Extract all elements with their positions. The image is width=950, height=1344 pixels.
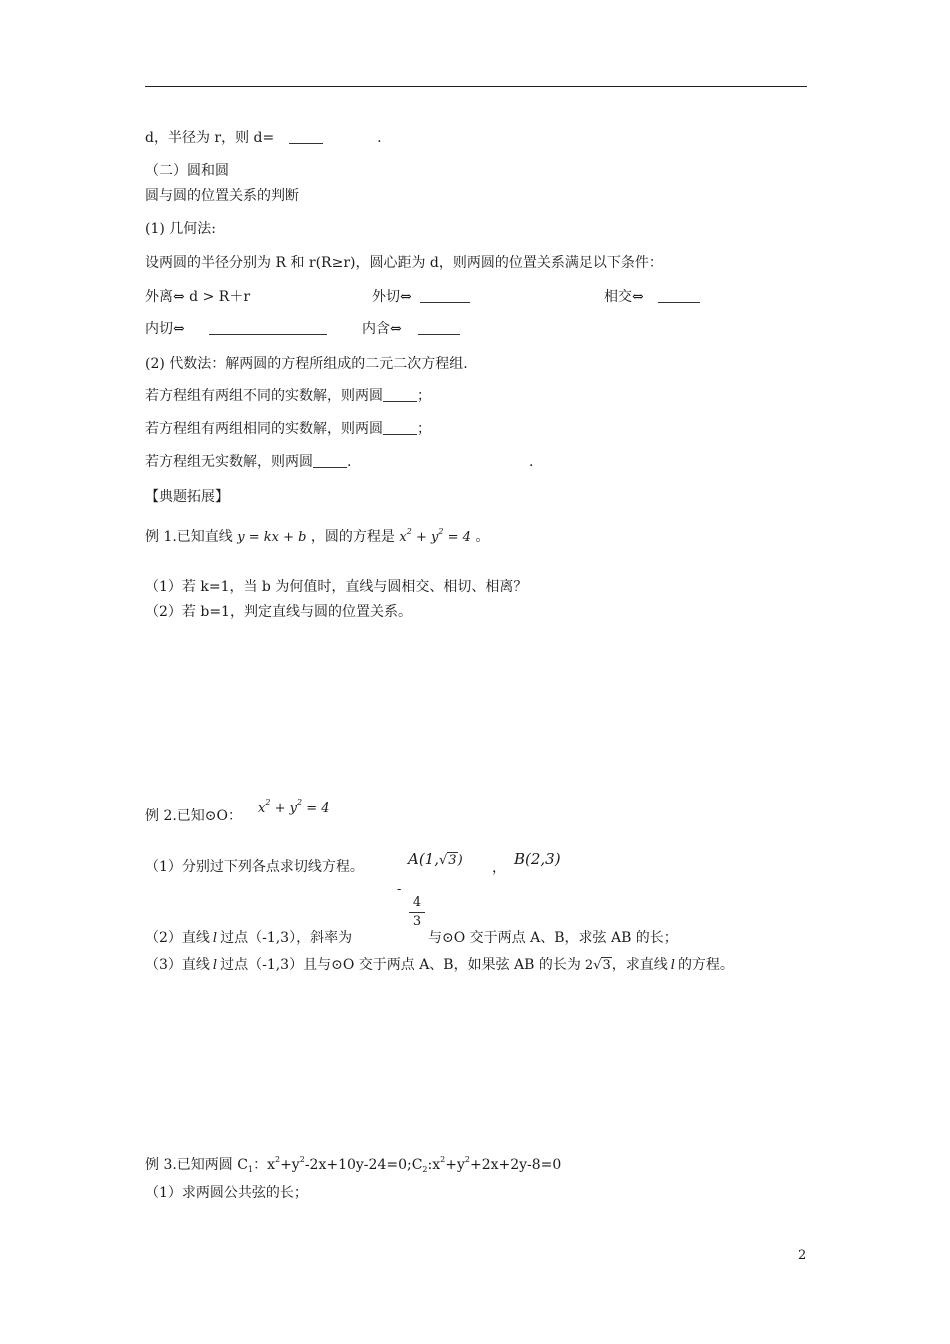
line-l-symbol: l	[212, 958, 218, 973]
case-two-same: 若方程组有两组相同的实数解，则两圆 ；	[145, 421, 431, 437]
example-1-statement: 例 1.已知直线 y = kx + b ，圆的方程是 $x^2 + y^2 = 4$ 。	[145, 527, 490, 545]
answer-blank[interactable]	[420, 288, 470, 303]
header-rule	[145, 86, 807, 87]
slope-fraction: $\frac{4}{3}$	[409, 894, 425, 931]
example-2-question-2-end: 与⊙O 交于两点 A、B，求弦 AB 的长；	[428, 930, 678, 946]
condition-xiangjiao: 相交⇔	[604, 287, 700, 307]
answer-blank[interactable]	[658, 288, 700, 303]
example-3-question-1: （1）求两圆公共弦的长；	[145, 1185, 308, 1201]
setup-text: 设两圆的半径分别为 R 和 r(R≥r)，圆心距为 d，则两圆的位置关系满足以下条件：	[145, 255, 663, 271]
answer-blank[interactable]	[289, 129, 323, 144]
example-1-question-2: （2）若 b=1，判定直线与圆的位置关系。	[145, 604, 412, 620]
example-2-question-2: （2）直线 l 过点（-1,3），斜率为	[145, 930, 353, 946]
line-l-symbol: l	[670, 958, 675, 973]
method-geometric: (1) 几何法:	[145, 221, 216, 237]
extension-heading: 【典题拓展】	[145, 489, 229, 505]
page-number: 2	[798, 1248, 807, 1263]
answer-blank[interactable]	[418, 320, 460, 335]
example-3-statement: 例 3.已知两圆 $C_1$：$x^2+y^2-2x+10y-24=0;C_2:x^2+y^2+2x+2y-8=0$	[145, 1155, 562, 1174]
example-2-statement: 例 2.已知⊙O：	[145, 808, 243, 824]
answer-blank[interactable]	[383, 387, 417, 402]
point-b: B(2,3)	[514, 850, 561, 868]
condition-waili: 外离⇔ d > R＋r	[145, 289, 251, 305]
circle-equation: $x^2 + y^2 = 4$	[399, 527, 471, 545]
section-heading: （二）圆和圆	[145, 163, 229, 179]
example-1-question-1: （1）若 k=1，当 b 为何值时，直线与圆相交、相切、相离？	[145, 579, 528, 595]
condition-neiqie: 内切⇔	[145, 319, 327, 339]
condition-waiqie: 外切⇔	[372, 287, 470, 307]
stray-dot: .	[529, 454, 534, 470]
example-2-question-3: （3）直线 l 过点（-1,3）且与⊙O 交于两点 A、B，如果弦 AB 的长为 2√3，求直线 l 的方程。	[145, 957, 734, 973]
chord-length: 2√3	[584, 958, 611, 973]
point-a: A(1,√3)	[408, 850, 463, 868]
case-two-distinct: 若方程组有两组不同的实数解，则两圆 ；	[145, 388, 431, 404]
text-line-d: d，半径为 r，则 d= .	[145, 130, 382, 146]
comma: ，	[492, 860, 506, 876]
example-2-question-1: （1）分别过下列各点求切线方程。	[145, 859, 364, 875]
line-equation: y = kx + b	[237, 530, 307, 545]
answer-blank[interactable]	[209, 320, 327, 335]
method-algebraic: (2) 代数法：解两圆的方程所组成的二元二次方程组.	[145, 356, 468, 372]
condition-neihan: 内含⇔	[362, 319, 460, 339]
answer-blank[interactable]	[383, 420, 417, 435]
circle-o-equation: $x^2 + y^2 = 4$	[258, 798, 330, 816]
negative-sign: -	[397, 882, 402, 897]
case-no-solution: 若方程组无实数解，则两圆 .	[145, 454, 352, 470]
answer-blank[interactable]	[313, 453, 347, 468]
line-l-symbol: l	[212, 931, 218, 946]
subsection-title: 圆与圆的位置关系的判断	[145, 188, 299, 204]
